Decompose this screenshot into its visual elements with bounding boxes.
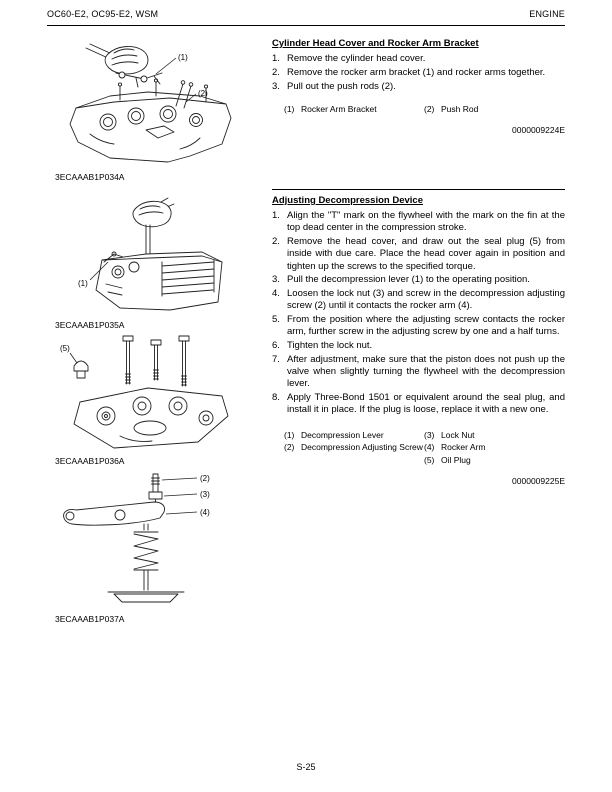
step-number: 3. — [272, 274, 280, 286]
legend-item — [424, 103, 565, 116]
step — [272, 53, 565, 65]
header-model-text: OC60-E2, OC95-E2, WSM — [47, 9, 159, 19]
legend-number: (3) — [424, 429, 435, 440]
decompression-lever-drawing — [50, 196, 255, 318]
callout-4: (4) — [200, 508, 210, 517]
parts-legend — [272, 103, 565, 116]
step-number: 2. — [272, 66, 280, 78]
step-text: Remove the rocker arm bracket (1) and rocker arms together. — [287, 66, 546, 78]
page-number: S-25 — [296, 762, 316, 772]
legend-number: (2) — [424, 103, 435, 114]
step-text: After adjustment, make sure that the piston does not push up the valve when slightly turning the flywheel with the decompression lever. — [287, 353, 565, 390]
step — [272, 314, 565, 339]
legend-label: Lock Nut — [441, 429, 475, 440]
legend-number: (4) — [424, 442, 435, 453]
cover-and-bolts-drawing — [74, 336, 228, 448]
step — [272, 392, 565, 417]
section-title: Adjusting Decompression Device — [272, 195, 423, 206]
legend-item — [284, 103, 424, 116]
header-section-text: ENGINE — [529, 9, 565, 19]
step-text: Loosen the lock nut (3) and screw in the decompression adjusting screw (2) until it contacts the rocker arm (4). — [287, 288, 565, 312]
step-number: 4. — [272, 288, 280, 299]
figure-callouts — [162, 474, 210, 517]
callout-3: (3) — [200, 490, 210, 499]
step-number: 5. — [272, 314, 280, 325]
step — [272, 210, 565, 235]
figure-rocker-arm-bracket — [50, 42, 256, 182]
callout-1: (1) — [78, 279, 88, 288]
legend-number: (1) — [284, 103, 295, 114]
step — [272, 354, 565, 391]
legend-item — [424, 454, 565, 467]
step-text: Remove the head cover, and draw out the seal plug (5) from inside with due care. Place the head cover again in position and tighten up the screws to the specified torque. — [287, 236, 565, 272]
rocker-arm-bracket-drawing — [50, 42, 255, 170]
legend-item — [424, 429, 565, 442]
callout-2: (2) — [198, 89, 208, 98]
step-text: Align the "T" mark on the flywheel with the mark on the fin at the top dead center in the compression stroke. — [287, 210, 565, 234]
legend-label: Oil Plug — [441, 455, 471, 465]
legend-item — [284, 429, 424, 442]
step-number: 1. — [272, 53, 280, 64]
figure-label: 3ECAAAB1P037A — [55, 614, 125, 624]
figure-label: 3ECAAAB1P036A — [55, 456, 125, 466]
legend-label: Push Rod — [441, 103, 479, 114]
head-cover-drawing — [50, 330, 255, 454]
legend-label: Decompression Lever — [301, 429, 384, 440]
step — [272, 274, 565, 286]
step — [272, 81, 565, 93]
figure-valve-mechanism — [50, 466, 256, 624]
figure-head-cover — [50, 330, 256, 466]
legend-number: (5) — [424, 455, 435, 465]
page-footer — [0, 762, 612, 772]
figure-label: 3ECAAAB1P035A — [55, 320, 125, 330]
legend-number: (1) — [284, 429, 295, 440]
callout-5: (5) — [60, 344, 70, 353]
engine-top-drawing — [70, 44, 231, 162]
step — [272, 340, 565, 352]
legend-item — [284, 441, 424, 454]
step — [272, 236, 565, 273]
valve-assembly-drawing — [64, 474, 184, 602]
reference-code: 0000009225E — [512, 475, 565, 486]
valve-mechanism-drawing — [50, 466, 255, 612]
legend-label: Rocker Arm — [441, 442, 486, 453]
step-text: Apply Three-Bond 1501 or equivalent around the seal plug, and install it in place. If the plug is loose, replace it with a new one. — [287, 392, 565, 416]
reference-code: 0000009224E — [512, 124, 565, 135]
callout-1: (1) — [178, 53, 188, 62]
parts-legend — [272, 429, 565, 467]
header-rule — [47, 25, 565, 26]
step-number: 3. — [272, 80, 280, 92]
legend-number: (2) — [284, 442, 295, 453]
step-text: Tighten the lock nut. — [287, 340, 373, 351]
step-text: Pull the decompression lever (1) to the operating position. — [287, 274, 530, 286]
figure-label: 3ECAAAB1P034A — [55, 172, 125, 182]
step-number: 7. — [272, 353, 280, 365]
step-text: Remove the cylinder head cover. — [287, 53, 426, 64]
step-number: 6. — [272, 340, 280, 351]
step-text: Pull out the push rods (2). — [287, 80, 396, 92]
step — [272, 67, 565, 79]
step-number: 2. — [272, 236, 280, 247]
legend-column-left — [284, 103, 424, 116]
legend-label: Decompression Adjusting Screw — [301, 442, 423, 453]
callout-2: (2) — [200, 474, 210, 483]
legend-column-right — [424, 429, 565, 467]
step — [272, 288, 565, 313]
section-divider — [272, 189, 565, 190]
legend-item — [424, 441, 565, 454]
engine-side-drawing — [96, 198, 222, 310]
step-text: From the position where the adjusting screw contacts the rocker arm, further screw in the adjusting screw by one and a half turns. — [287, 314, 565, 338]
figure-callouts — [60, 344, 77, 363]
section-title: Cylinder Head Cover and Rocker Arm Bracket — [272, 38, 479, 49]
step-number: 1. — [272, 210, 280, 221]
legend-column-right — [424, 103, 565, 116]
legend-label: Rocker Arm Bracket — [301, 103, 377, 114]
section-cylinder-head-cover — [272, 38, 565, 135]
legend-column-left — [284, 429, 424, 467]
figure-decompression-lever — [50, 196, 256, 330]
step-number: 8. — [272, 392, 280, 403]
section-adjusting-decompression — [272, 195, 565, 486]
